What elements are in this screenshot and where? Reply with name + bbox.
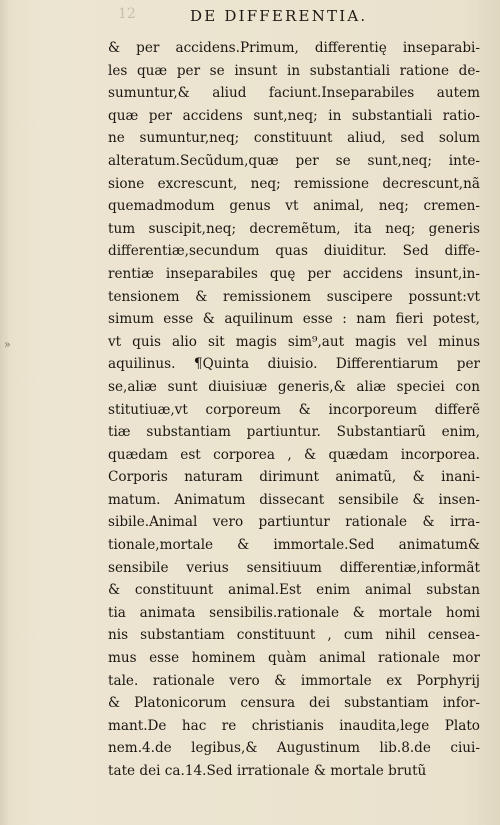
running-head: DE DIFFERENTIA.: [190, 7, 368, 25]
text-line: tensionem & remissionem suscipere possunt:vt: [108, 288, 480, 305]
text-line: mus esse hominem quàm animal rationale mor: [108, 650, 480, 667]
page-number: 12: [118, 6, 136, 22]
text-line: Corporis naturam dirimunt animatũ, & inani-: [108, 469, 480, 486]
text-line: vt quis alio sit magis sim⁹,aut magis vel minus: [108, 333, 480, 350]
text-line: stitutiuæ,vt corporeum & incorporeum differẽ: [108, 401, 480, 418]
text-line: tiæ substantiam partiuntur. Substantiarũ enim,: [108, 424, 480, 441]
text-line: aquilinus. ¶Quinta diuisio. Differentiarum per: [108, 356, 480, 373]
text-line: tionale,mortale & immortale.Sed animatum&: [108, 537, 480, 554]
text-line: simum esse & aquilinum esse : nam fieri potest,: [108, 311, 480, 328]
text-line: ne sumuntur,neq; constituunt aliud, sed solum: [108, 130, 480, 147]
text-line: quemadmodum genus vt animal, neq; cremen-: [108, 198, 480, 215]
text-line: differentiæ,secundum quas diuiditur. Sed diffe-: [108, 243, 480, 260]
text-line: nis substantiam constituunt , cum nihil censea-: [108, 627, 480, 644]
text-line: tia animata sensibilis.rationale & mortale homi: [108, 604, 480, 621]
margin-mark: »: [4, 338, 11, 351]
text-line: quæ per accidens sunt,neq; in substantiali ratio-: [108, 107, 480, 124]
text-line: tale. rationale vero & immortale ex Porphyrij: [108, 672, 480, 689]
text-line: se,aliæ sunt diuisiuæ generis,& aliæ speciei con: [108, 378, 480, 395]
text-line: & constituunt animal.Est enim animal substan: [108, 582, 480, 599]
text-line: sibile.Animal vero partiuntur rationale & irra-: [108, 514, 480, 531]
body-text: [108, 37, 480, 783]
text-line: tate dei ca.14.Sed irrationale & mortale brutũ: [108, 763, 427, 779]
text-line: matum. Animatum dissecant sensibile & insen-: [108, 491, 480, 508]
text-line: & per accidens.Primum, differentię inseparabi-: [108, 40, 480, 56]
text-line: tum suscipit,neq; decremẽtum, ita neq; generis: [108, 220, 480, 237]
text-line: les quæ per se insunt in substantiali ratione de-: [108, 62, 480, 79]
text-line: & Platonicorum censura dei substantiam infor-: [108, 695, 480, 712]
text-line: sumuntur,& aliud faciunt.Inseparabiles autem: [108, 85, 480, 102]
text-line: mant.De hac re christianis inaudita,lege Plato: [108, 717, 480, 734]
text-line: rentiæ inseparabiles quę per accidens insunt,in-: [108, 265, 480, 282]
text-line: sione excrescunt, neq; remissione decrescunt,nã: [108, 175, 480, 192]
text-line: alteratum.Secũdum,quæ per se sunt,neq; inte-: [108, 152, 480, 169]
text-line: quædam est corporea , & quædam incorporea.: [108, 446, 480, 463]
text-line: sensibile verius sensitiuum differentiæ,informãt: [108, 559, 480, 576]
text-line: nem.4.de legibus,& Augustinum lib.8.de ciui-: [108, 740, 480, 757]
